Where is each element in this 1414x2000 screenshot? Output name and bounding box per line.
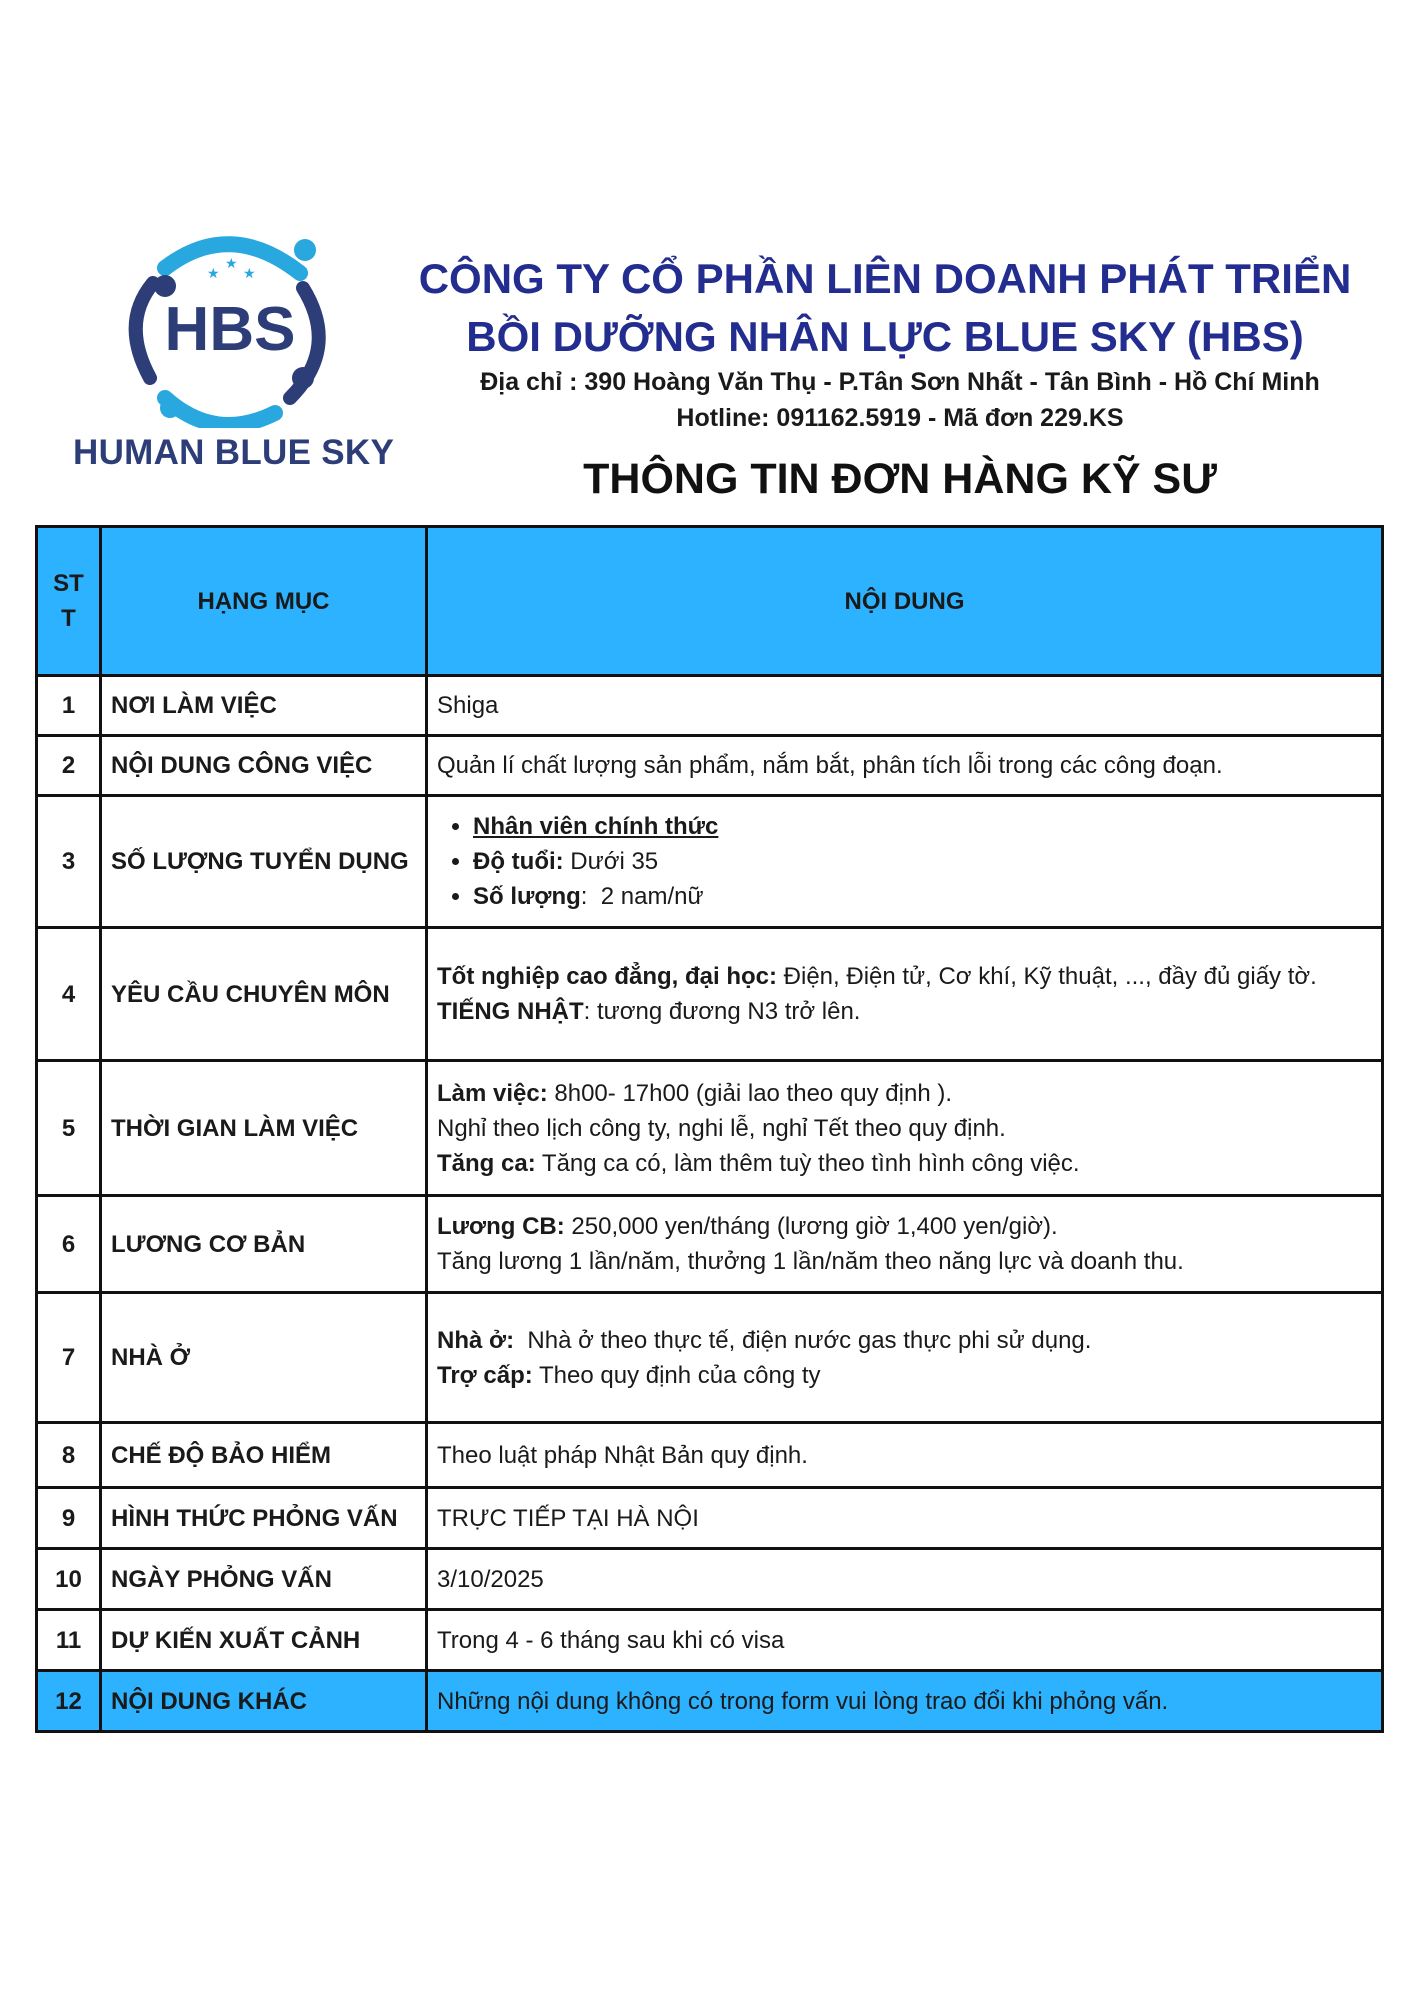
row-category: DỰ KIẾN XUẤT CẢNH: [101, 1610, 427, 1671]
table-row: [37, 1293, 1383, 1423]
row-number: 9: [37, 1488, 101, 1549]
table-row: [37, 1671, 1383, 1732]
list-item: • Số lượng: 2 nam/nữ: [473, 879, 1372, 914]
row-number: 2: [37, 736, 101, 796]
row-category: NỘI DUNG KHÁC: [101, 1671, 427, 1732]
row-category: NỘI DUNG CÔNG VIỆC: [101, 736, 427, 796]
company-name: [385, 250, 1385, 366]
row-number: 8: [37, 1423, 101, 1488]
row-content: Tốt nghiệp cao đẳng, đại học: Điện, Điện tử, Cơ khí, Kỹ thuật, ..., đầy đủ giấy tờ. TIẾNG NHẬT: tương đương N3 trở lên.: [427, 928, 1383, 1061]
row-number: 1: [37, 676, 101, 736]
row-number: 7: [37, 1293, 101, 1423]
header-stt: ST T: [37, 527, 101, 676]
row-content: 3/10/2025: [427, 1549, 1383, 1610]
table-header-row: [37, 527, 1383, 676]
company-address: Địa chỉ : 390 Hoàng Văn Thụ - P.Tân Sơn Nhất - Tân Bình - Hồ Chí Minh: [480, 368, 1320, 396]
table-row: [37, 1423, 1383, 1488]
row-number: 10: [37, 1549, 101, 1610]
brand-name: HUMAN BLUE SKY: [73, 433, 395, 472]
row-category: HÌNH THỨC PHỎNG VẤN: [101, 1488, 427, 1549]
row-category: SỐ LƯỢNG TUYỂN DỤNG: [101, 796, 427, 928]
row-content: Những nội dung không có trong form vui lòng trao đổi khi phỏng vấn.: [427, 1671, 1383, 1732]
table-row: [37, 676, 1383, 736]
svg-text:★: ★: [207, 265, 220, 281]
order-info-table: [35, 525, 1384, 1733]
row-number: 5: [37, 1061, 101, 1196]
header-category: HẠNG MỤC: [101, 527, 427, 676]
svg-text:★: ★: [225, 255, 238, 271]
row-category: CHẾ ĐỘ BẢO HIỂM: [101, 1423, 427, 1488]
row-category: NGÀY PHỎNG VẤN: [101, 1549, 427, 1610]
row-content: Lương CB: 250,000 yen/tháng (lương giờ 1,400 yen/giờ). Tăng lương 1 lần/năm, thưởng 1 lần/năm theo năng lực và doanh thu.: [427, 1196, 1383, 1293]
logo-monogram: HBS: [164, 295, 296, 364]
row-number: 12: [37, 1671, 101, 1732]
table-row: [37, 736, 1383, 796]
hbs-logo-emblem: [125, 228, 335, 428]
row-category: THỜI GIAN LÀM VIỆC: [101, 1061, 427, 1196]
row-content: Làm việc: 8h00- 17h00 (giải lao theo quy định ). Nghỉ theo lịch công ty, nghi lễ, nghỉ Tết theo quy định. Tăng ca: Tăng ca có, làm thêm tuỳ theo tình hình công việc.: [427, 1061, 1383, 1196]
table-row: [37, 928, 1383, 1061]
row-category: NƠI LÀM VIỆC: [101, 676, 427, 736]
list-item: • Độ tuổi: Dưới 35: [473, 844, 1372, 879]
company-logo: [65, 228, 395, 488]
row-content: [427, 796, 1383, 928]
header-content: NỘI DUNG: [427, 527, 1383, 676]
row-content: TRỰC TIẾP TẠI HÀ NỘI: [427, 1488, 1383, 1549]
row-content: Nhà ở: Nhà ở theo thực tế, điện nước gas thực phi sử dụng. Trợ cấp: Theo quy định của công ty: [427, 1293, 1383, 1423]
row-number: 4: [37, 928, 101, 1061]
hotline: Hotline: 091162.5919 - Mã đơn 229.KS: [676, 404, 1124, 432]
row-number: 6: [37, 1196, 101, 1293]
table-row: [37, 1196, 1383, 1293]
row-number: 11: [37, 1610, 101, 1671]
row-content: Quản lí chất lượng sản phẩm, nắm bắt, phân tích lỗi trong các công đoạn.: [427, 736, 1383, 796]
table-row: [37, 1488, 1383, 1549]
row-category: LƯƠNG CƠ BẢN: [101, 1196, 427, 1293]
row-content: Trong 4 - 6 tháng sau khi có visa: [427, 1610, 1383, 1671]
table-row: [37, 1061, 1383, 1196]
table-row: [37, 796, 1383, 928]
table-row: [37, 1549, 1383, 1610]
row-category: NHÀ Ở: [101, 1293, 427, 1423]
company-name-line2: BỒI DƯỠNG NHÂN LỰC BLUE SKY (HBS): [466, 313, 1304, 360]
table-row: [37, 1610, 1383, 1671]
row-content: Theo luật pháp Nhật Bản quy định.: [427, 1423, 1383, 1488]
svg-text:★: ★: [243, 265, 256, 281]
company-name-line1: CÔNG TY CỔ PHẦN LIÊN DOANH PHÁT TRIỂN: [418, 255, 1352, 302]
document-title: THÔNG TIN ĐƠN HÀNG KỸ SƯ: [583, 455, 1217, 503]
row-content: Shiga: [427, 676, 1383, 736]
row-number: 3: [37, 796, 101, 928]
list-item: • Nhân viên chính thức: [473, 809, 1372, 844]
row-category: YÊU CẦU CHUYÊN MÔN: [101, 928, 427, 1061]
